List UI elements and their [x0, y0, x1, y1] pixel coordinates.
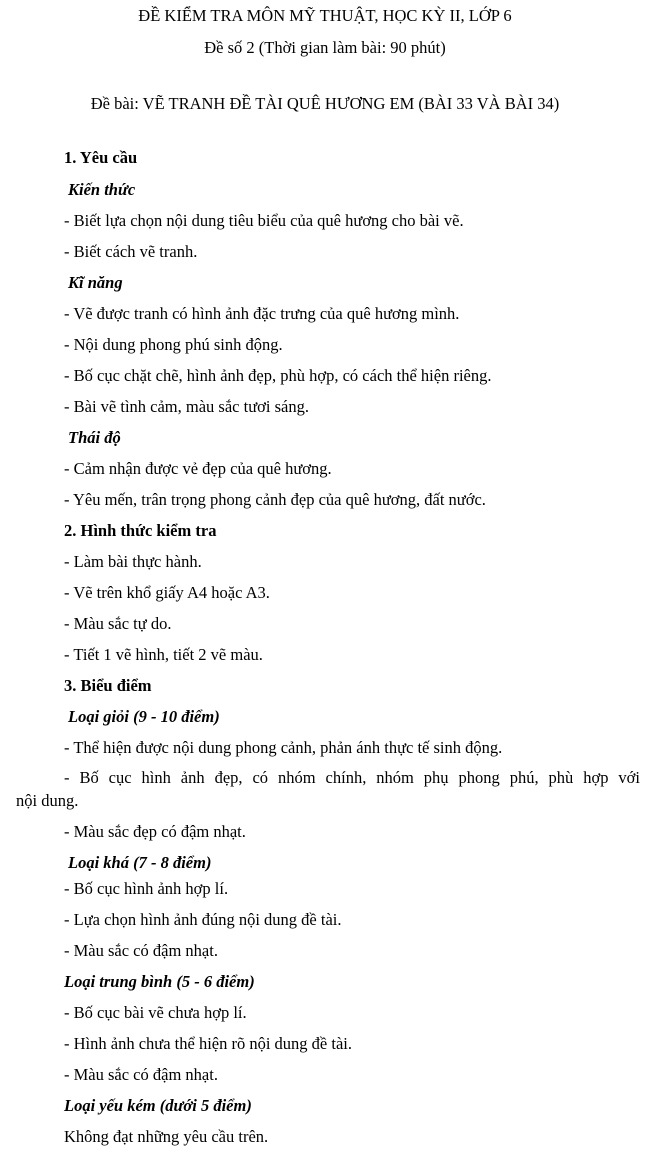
attitude-item: - Yêu mến, trân trọng phong cảnh đẹp của quê hương, đất nước. — [64, 490, 486, 509]
weak-label: Loại yếu kém (dưới 5 điểm) — [64, 1096, 252, 1115]
section2-heading: 2. Hình thức kiểm tra — [64, 521, 217, 540]
excellent-item-continued: nội dung. — [16, 791, 79, 810]
format-item: - Làm bài thực hành. — [64, 552, 202, 571]
excellent-item: - Thể hiện được nội dung phong cảnh, phản ánh thực tế sinh động. — [64, 738, 503, 757]
exam-subtitle: Đề số 2 (Thời gian làm bài: 90 phút) — [204, 38, 446, 57]
attitude-label: Thái độ — [68, 428, 121, 447]
exam-topic: Đề bài: VẼ TRANH ĐỀ TÀI QUÊ HƯƠNG EM (BÀI 33 VÀ BÀI 34) — [90, 94, 560, 113]
skills-item: - Nội dung phong phú sinh động. — [64, 335, 283, 354]
skills-item: - Bố cục chặt chẽ, hình ảnh đẹp, phù hợp, có cách thể hiện riêng. — [64, 366, 492, 385]
good-label: Loại khá (7 - 8 điểm) — [68, 853, 212, 872]
exam-title: ĐỀ KIỂM TRA MÔN MỸ THUẬT, HỌC KỲ II, LỚP 6 — [138, 6, 512, 25]
knowledge-item: - Biết cách vẽ tranh. — [64, 242, 198, 261]
good-item: - Màu sắc có đậm nhạt. — [64, 941, 218, 960]
excellent-item: - Bố cục hình ảnh đẹp, có nhóm chính, nhóm phụ phong phú, phù hợp với — [64, 768, 640, 787]
section1-heading: 1. Yêu cầu — [64, 148, 138, 167]
skills-item: - Bài vẽ tình cảm, màu sắc tươi sáng. — [64, 397, 309, 416]
weak-text: Không đạt những yêu cầu trên. — [64, 1127, 269, 1146]
skills-label: Kĩ năng — [68, 273, 123, 292]
excellent-item: - Màu sắc đẹp có đậm nhạt. — [64, 822, 246, 841]
skills-item: - Vẽ được tranh có hình ảnh đặc trưng của quê hương mình. — [64, 304, 460, 323]
good-item: - Lựa chọn hình ảnh đúng nội dung đề tài. — [64, 910, 342, 929]
format-item: - Tiết 1 vẽ hình, tiết 2 vẽ màu. — [64, 645, 263, 664]
average-item: - Bố cục bài vẽ chưa hợp lí. — [64, 1003, 247, 1022]
format-item: - Vẽ trên khổ giấy A4 hoặc A3. — [64, 583, 270, 602]
section3-heading: 3. Biểu điểm — [64, 676, 152, 695]
average-item: - Hình ảnh chưa thể hiện rõ nội dung đề tài. — [64, 1034, 352, 1053]
knowledge-label: Kiến thức — [68, 180, 136, 199]
average-label: Loại trung bình (5 - 6 điểm) — [64, 972, 255, 991]
knowledge-item: - Biết lựa chọn nội dung tiêu biểu của quê hương cho bài vẽ. — [64, 211, 464, 230]
average-item: - Màu sắc có đậm nhạt. — [64, 1065, 218, 1084]
good-item: - Bố cục hình ảnh hợp lí. — [64, 879, 229, 898]
format-item: - Màu sắc tự do. — [64, 614, 172, 633]
attitude-item: - Cảm nhận được vẻ đẹp của quê hương. — [64, 459, 332, 478]
excellent-label: Loại giỏi (9 - 10 điểm) — [68, 707, 220, 726]
